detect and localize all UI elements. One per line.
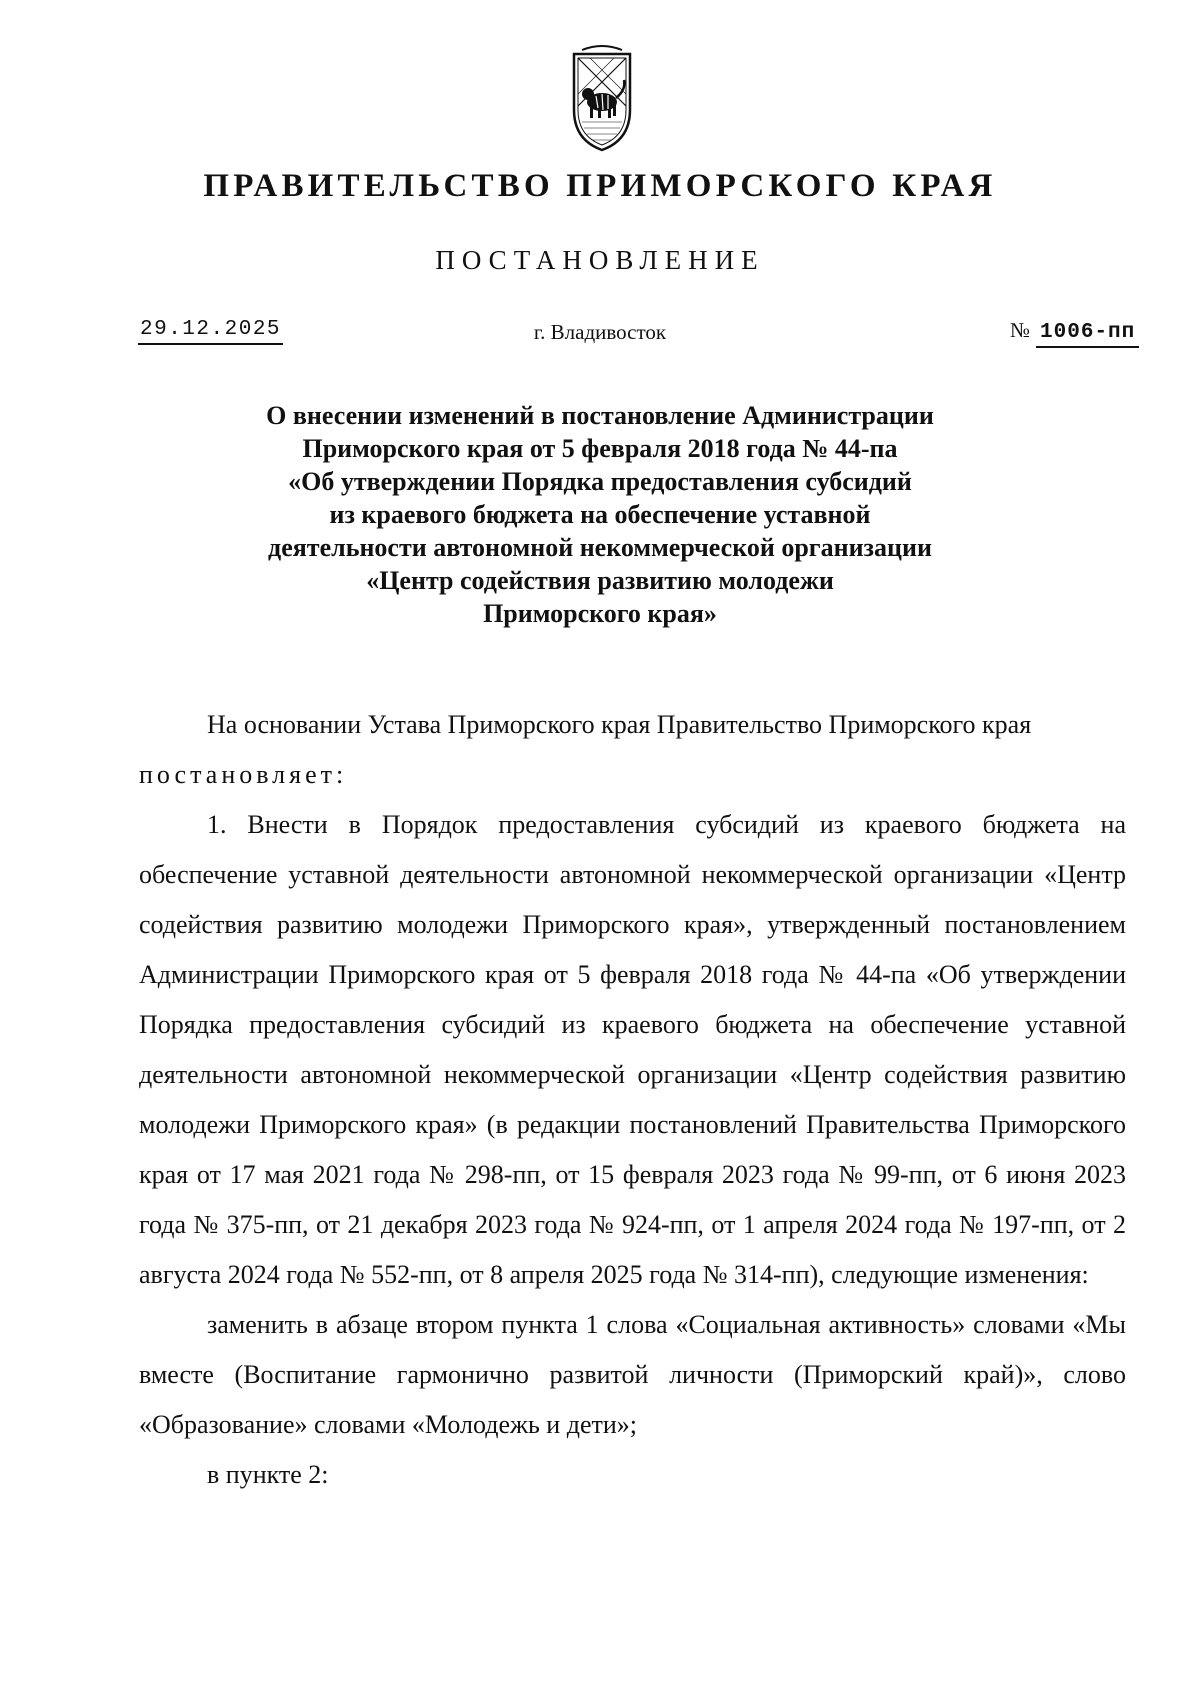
heading-line: «Об утверждении Порядка предоставления субсидий bbox=[288, 467, 912, 496]
heading-line: из краевого бюджета на обеспечение уставной bbox=[329, 500, 871, 529]
primorsky-coat-of-arms-tiger-icon bbox=[568, 44, 636, 154]
heading-line: О внесении изменений в постановление Администрации bbox=[266, 401, 934, 430]
heading-line: «Центр содействия развитию молодежи bbox=[366, 566, 834, 595]
heading-line: деятельности автономной некоммерческой организации bbox=[268, 533, 932, 562]
heading-line: Приморского края от 5 февраля 2018 года № 44-па bbox=[302, 434, 898, 463]
document-date: 29.12.2025 bbox=[138, 318, 283, 345]
document-number bbox=[1010, 318, 1139, 344]
amendment-paragraph: заменить в абзаце втором пункта 1 слова «Социальная активность» словами «Мы вместе (Воспитание гармонично развитой личности (Приморский край)», слово «Образование» словами «Молодежь и дети»; bbox=[139, 1310, 1126, 1439]
resolves-word: постановляет: bbox=[139, 760, 348, 789]
document-type: ПОСТАНОВЛЕНИЕ bbox=[435, 245, 765, 275]
clause-1-paragraph: 1. Внести в Порядок предоставления субсидий из краевого бюджета на обеспечение уставной деятельности автономной некоммерческой организации «Центр содействия развитию молодежи Приморского края», утвержденный постановлением Администрации Приморского края от 5 февраля 2018 года № 44-па «Об утверждении Порядка предоставления субсидий из краевого бюджета на обеспечение уставной деятельности автономной некоммерческой организации «Центр содействия развитию молодежи Приморского края» (в редакции постановлений Правительства Приморского края от 17 мая 2021 года № 298-пп, от 15 февраля 2023 года № 99-пп, от 6 июня 2023 года № 375-пп, от 21 декабря 2023 года № 924-пп, от 1 апреля 2024 года № 197-пп, от 2 августа 2024 года № 552-пп, от 8 апреля 2025 года № 314-пп), следующие изменения: bbox=[139, 810, 1126, 1289]
number-value: 1006-пп bbox=[1036, 321, 1139, 348]
subclause-paragraph: в пункте 2: bbox=[207, 1460, 329, 1489]
heading-line: Приморского края» bbox=[483, 599, 717, 628]
preamble-paragraph: На основании Устава Приморского края Правительство Приморского края bbox=[207, 710, 1032, 739]
government-name: ПРАВИТЕЛЬСТВО ПРИМОРСКОГО КРАЯ bbox=[203, 168, 997, 204]
document-city: г. Владивосток bbox=[533, 320, 667, 344]
document-body bbox=[139, 700, 1126, 1500]
document-heading bbox=[0, 399, 1200, 630]
number-sign: № bbox=[1010, 318, 1031, 342]
